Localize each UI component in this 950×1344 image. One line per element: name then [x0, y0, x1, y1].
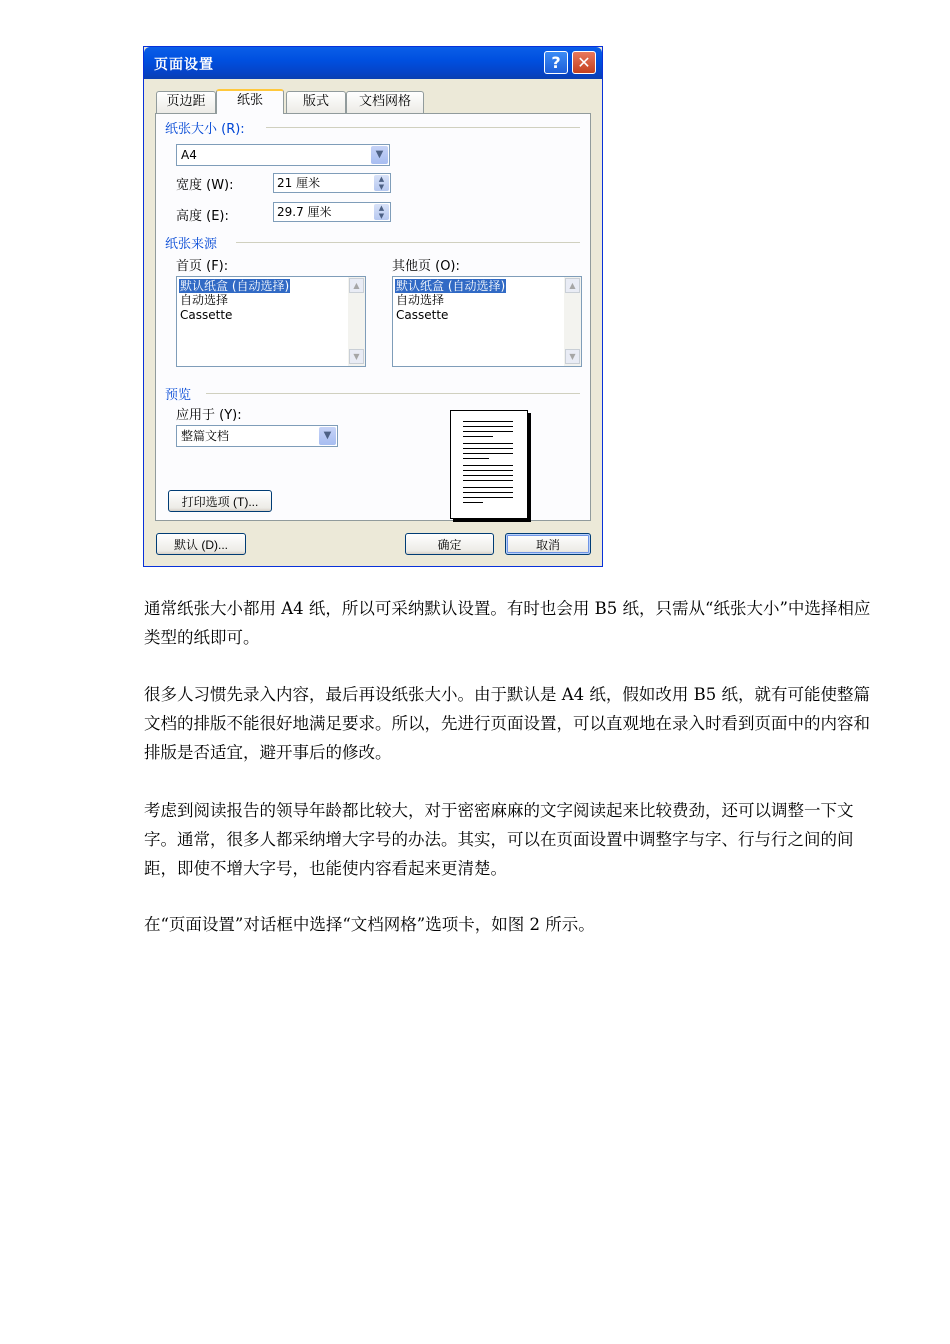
close-icon[interactable]: ✕: [572, 51, 596, 74]
help-icon[interactable]: ?: [544, 51, 568, 74]
scrollbar[interactable]: [564, 277, 581, 366]
preview-line: [463, 448, 513, 449]
tab-margins[interactable]: 页边距: [156, 91, 216, 113]
paper-source-group-label: 纸张来源: [165, 233, 223, 252]
preview-line: [463, 453, 513, 454]
height-value: 29.7 厘米: [277, 205, 332, 219]
chevron-down-icon[interactable]: ▼: [349, 349, 364, 364]
ok-button[interactable]: 确定: [405, 533, 494, 555]
first-page-label: 首页 (F):: [176, 259, 229, 274]
page-setup-dialog: [143, 46, 603, 567]
preview-line: [463, 492, 513, 493]
spin-arrows-icon[interactable]: ▲ ▼: [374, 175, 389, 191]
preview-line: [463, 502, 483, 503]
print-options-button[interactable]: 打印选项 (T)...: [168, 490, 272, 512]
preview-line: [463, 458, 489, 459]
list-item[interactable]: 自动选择: [180, 293, 229, 307]
first-page-tray-list[interactable]: [176, 276, 366, 367]
cancel-button[interactable]: 取消: [505, 533, 591, 555]
group-separator: [236, 242, 580, 243]
height-label: 高度 (E):: [176, 209, 229, 224]
tab-paper[interactable]: 纸张: [216, 89, 284, 114]
chevron-down-icon[interactable]: ▼: [371, 146, 388, 164]
paper-size-value: A4: [181, 148, 197, 162]
apply-to-value: 整篇文档: [181, 429, 230, 443]
dialog-title-bar[interactable]: [144, 47, 602, 79]
spin-arrows-icon[interactable]: ▲ ▼: [374, 204, 389, 220]
preview-line: [463, 475, 513, 476]
list-item[interactable]: 默认纸盒 (自动选择): [180, 279, 290, 293]
group-separator: [266, 127, 580, 128]
paper-size-select[interactable]: [176, 144, 390, 166]
preview-line: [463, 431, 513, 432]
preview-line: [463, 443, 513, 444]
paragraph-3: 考虑到阅读报告的领导年龄都比较大，对于密密麻麻的文字阅读起来比较费劲，还可以调整一下文字。通常，很多人都采纳增大字号的办法。其实，可以在页面设置中调整字与字、行与行之间的间距，即使不增大字号，也能使内容看起来更清楚。: [144, 801, 854, 878]
preview-line: [463, 470, 513, 471]
dialog-title: 页面设置: [154, 57, 214, 73]
preview-line: [463, 436, 493, 437]
chevron-up-icon[interactable]: ▲: [349, 278, 364, 293]
height-spinner[interactable]: [273, 202, 391, 222]
list-item[interactable]: 自动选择: [396, 293, 445, 307]
apply-to-label: 应用于 (Y):: [176, 408, 242, 423]
list-item[interactable]: 默认纸盒 (自动选择): [396, 279, 506, 293]
other-pages-tray-list[interactable]: [392, 276, 582, 367]
paper-size-group-label: 纸张大小 (R):: [165, 118, 251, 137]
preview-line: [463, 421, 513, 422]
width-label: 宽度 (W):: [176, 178, 234, 193]
default-button[interactable]: 默认 (D)...: [156, 533, 246, 555]
scrollbar[interactable]: [348, 277, 365, 366]
tab-layout[interactable]: 版式: [286, 91, 346, 113]
preview-line: [463, 480, 513, 481]
list-item[interactable]: Cassette: [180, 308, 233, 322]
preview-line: [463, 497, 513, 498]
paragraph-4: 在“页面设置”对话框中选择“文档网格”选项卡，如图 2 所示。: [144, 915, 595, 934]
tab-document-grid[interactable]: 文档网格: [346, 91, 424, 113]
group-separator: [206, 393, 580, 394]
width-value: 21 厘米: [277, 176, 321, 190]
page-preview: [450, 410, 528, 519]
apply-to-select[interactable]: [176, 425, 338, 447]
chevron-up-icon[interactable]: ▲: [565, 278, 580, 293]
preview-line: [463, 487, 513, 488]
chevron-down-icon[interactable]: ▼: [565, 349, 580, 364]
width-spinner[interactable]: [273, 173, 391, 193]
other-pages-label: 其他页 (O):: [392, 259, 460, 274]
chevron-down-icon[interactable]: ▼: [319, 427, 336, 445]
preview-group-label: 预览: [165, 384, 197, 403]
list-item[interactable]: Cassette: [396, 308, 449, 322]
paragraph-1: 通常纸张大小都用 A4 纸，所以可采纳默认设置。有时也会用 B5 纸，只需从“纸张大小”中选择相应类型的纸即可。: [144, 599, 871, 647]
preview-line: [463, 426, 513, 427]
paragraph-2: 很多人习惯先录入内容，最后再设纸张大小。由于默认是 A4 纸，假如改用 B5 纸，就有可能使整篇文档的排版不能很好地满足要求。所以，先进行页面设置，可以直观地在录入时看到页面中的内容和排版是否适宜，避开事后的修改。: [144, 685, 871, 762]
preview-line: [463, 465, 513, 466]
